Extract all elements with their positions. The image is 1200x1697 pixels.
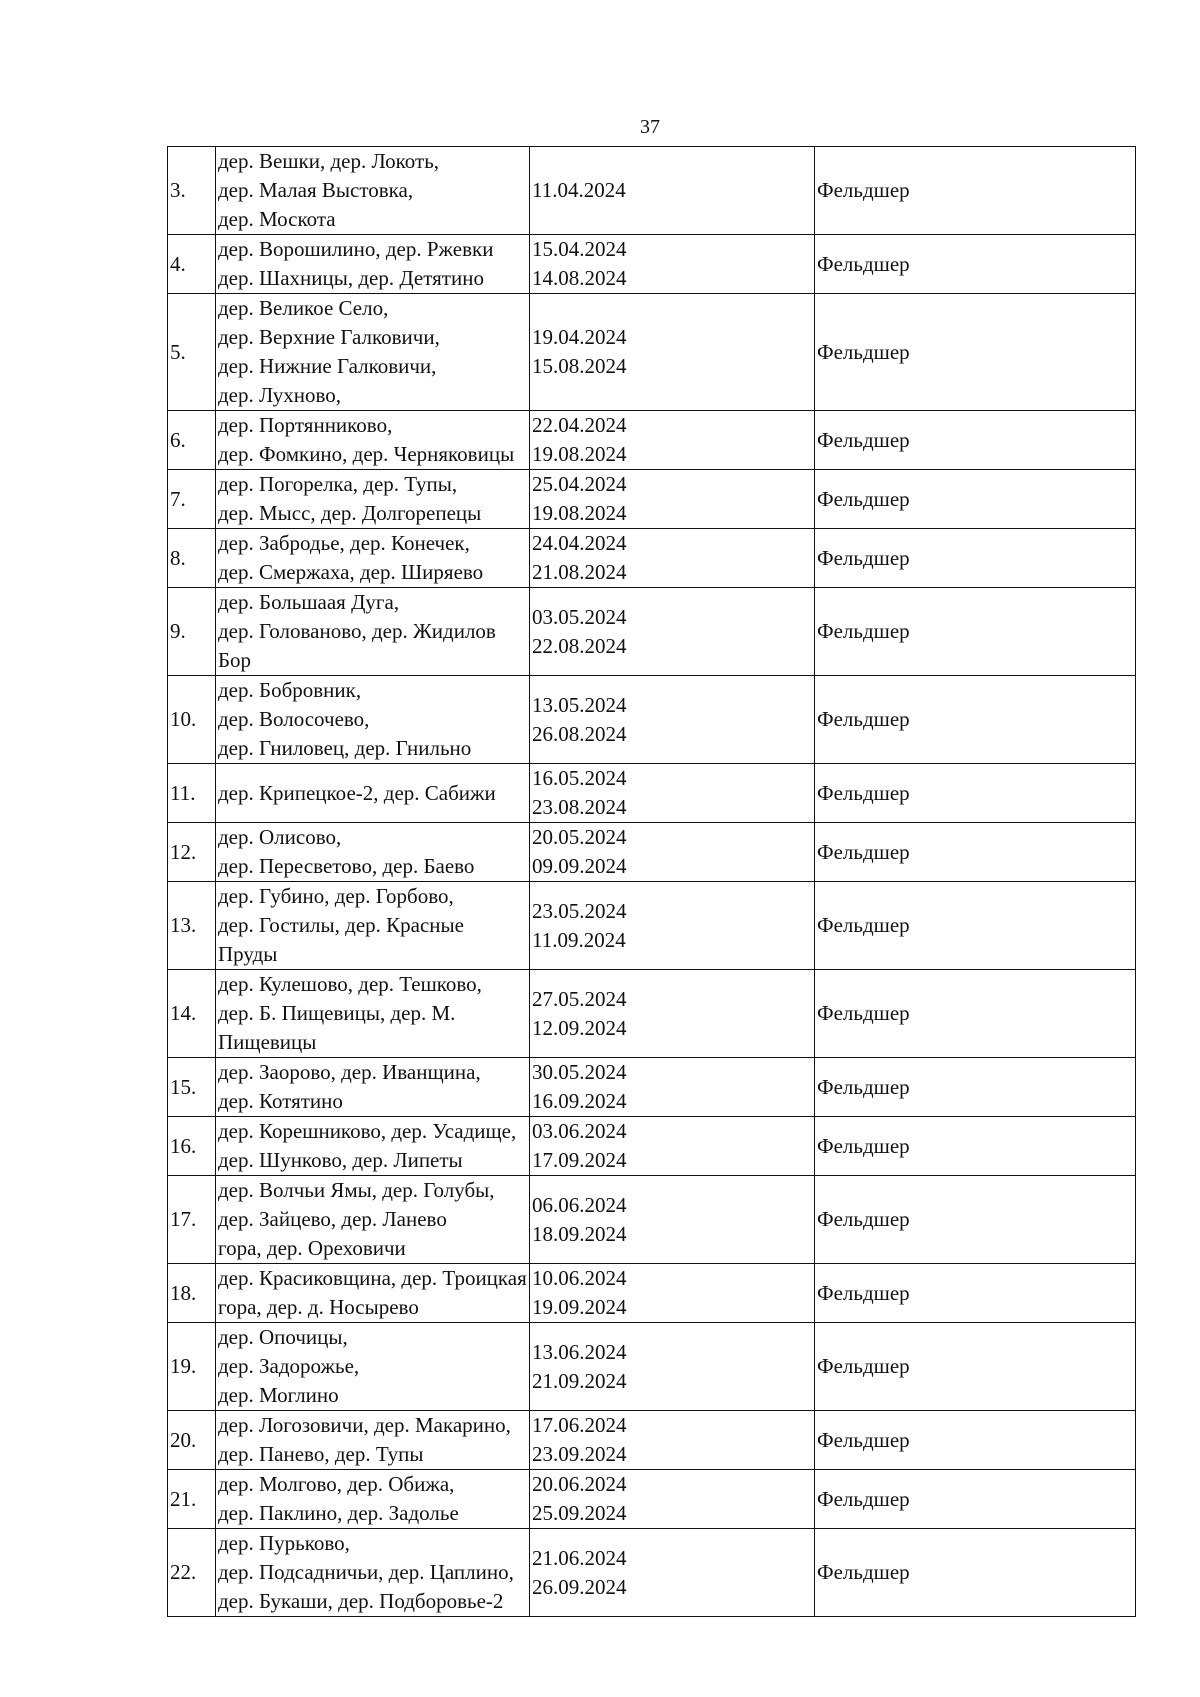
schedule-table (167, 146, 1136, 1617)
settlement-line: дер. Корешниково, дер. Усадище, (218, 1119, 517, 1143)
row-number-cell: 4. (168, 235, 216, 294)
visit-date: 21.06.2024 (532, 1545, 627, 1570)
visit-date: 19.04.2024 (532, 325, 627, 349)
row-number-cell: 9. (168, 588, 216, 676)
settlements-cell (216, 764, 530, 823)
row-number-cell: 20. (168, 1411, 216, 1470)
visit-date: 10.06.2024 (532, 1266, 627, 1290)
staff-role-cell: Фельдшер (815, 1411, 1136, 1470)
settlement-line: дер. Логозовичи, дер. Макарино, (218, 1413, 511, 1437)
visit-dates-cell (530, 1117, 815, 1176)
visit-dates-cell (530, 764, 815, 823)
settlement-line: дер. Верхние Галковичи, (218, 325, 440, 349)
settlements-cell (216, 1117, 530, 1176)
table-row (168, 1117, 1136, 1176)
row-number-cell: 15. (168, 1058, 216, 1117)
staff-role-cell: Фельдшер (815, 411, 1136, 470)
visit-date: 27.05.2024 (532, 986, 627, 1011)
table-row (168, 1323, 1136, 1411)
row-number-cell: 13. (168, 882, 216, 970)
settlements-cell (216, 1529, 530, 1617)
settlement-line: дер. Шунково, дер. Липеты (218, 1148, 463, 1172)
table-row (168, 676, 1136, 764)
visit-dates-cell (530, 470, 815, 529)
row-number-cell: 8. (168, 529, 216, 588)
table-row (168, 823, 1136, 882)
settlement-line: дер. Портянниково, (218, 413, 393, 437)
visit-date: 17.09.2024 (532, 1148, 627, 1172)
table-row (168, 764, 1136, 823)
settlement-line: дер. Волчьи Ямы, дер. Голубы, (218, 1178, 495, 1202)
settlement-line: дер. Букаши, дер. Подборовье-2 (218, 1589, 504, 1613)
settlement-line: дер. Подсадничьи, дер. Цаплино, (218, 1560, 514, 1584)
settlement-line: дер. Нижние Галковичи, (218, 354, 437, 378)
settlement-line: гора, дер. Ореховичи (218, 1236, 406, 1260)
settlements-cell (216, 676, 530, 764)
visit-date: 24.04.2024 (532, 531, 627, 555)
settlements-cell (216, 970, 530, 1058)
row-number-cell: 16. (168, 1117, 216, 1176)
staff-role-cell: Фельдшер (815, 1470, 1136, 1529)
visit-dates-cell (530, 970, 815, 1058)
settlement-line: дер. Забродье, дер. Конечек, (218, 531, 470, 555)
visit-date: 03.05.2024 (532, 604, 627, 629)
visit-date: 18.09.2024 (532, 1221, 627, 1246)
visit-dates-cell (530, 1323, 815, 1411)
table-row (168, 1470, 1136, 1529)
settlement-line: дер. Бобровник, (218, 678, 362, 702)
settlement-line: дер. Опочицы, (218, 1325, 348, 1349)
settlements-cell (216, 470, 530, 529)
settlement-line: дер. Котятино (218, 1089, 343, 1113)
visit-dates-cell (530, 1058, 815, 1117)
table-row (168, 147, 1136, 235)
staff-role-cell: Фельдшер (815, 764, 1136, 823)
staff-role-cell: Фельдшер (815, 882, 1136, 970)
settlement-line: дер. Гниловец, дер. Гнильно (218, 736, 472, 760)
staff-role-cell: Фельдшер (815, 470, 1136, 529)
settlement-line: дер. Мысс, дер. Долгорепецы (218, 501, 482, 525)
visit-date: 22.08.2024 (532, 633, 627, 658)
settlement-line: дер. Крипецкое-2, дер. Сабижи (218, 780, 496, 805)
settlements-cell (216, 1264, 530, 1323)
schedule-table-body (168, 147, 1136, 1617)
table-row (168, 882, 1136, 970)
visit-date: 15.04.2024 (532, 237, 627, 261)
settlement-line: дер. Б. Пищевицы, дер. М. (218, 1001, 456, 1025)
staff-role-cell: Фельдшер (815, 1117, 1136, 1176)
visit-dates-cell (530, 588, 815, 676)
settlement-line: дер. Кулешово, дер. Тешково, (218, 972, 482, 996)
row-number-cell: 5. (168, 294, 216, 411)
visit-date: 30.05.2024 (532, 1060, 627, 1084)
visit-date: 26.08.2024 (532, 721, 627, 746)
visit-date: 22.04.2024 (532, 413, 627, 437)
row-number-cell: 12. (168, 823, 216, 882)
visit-date: 03.06.2024 (532, 1119, 627, 1143)
row-number-cell: 11. (168, 764, 216, 823)
settlement-line: дер. Шахницы, дер. Детятино (218, 266, 484, 290)
staff-role-cell: Фельдшер (815, 235, 1136, 294)
visit-date: 19.08.2024 (532, 501, 627, 525)
visit-date: 20.06.2024 (532, 1472, 627, 1496)
visit-dates-cell (530, 1411, 815, 1470)
staff-role-cell: Фельдшер (815, 970, 1136, 1058)
settlements-cell (216, 882, 530, 970)
staff-role-cell: Фельдшер (815, 1176, 1136, 1264)
visit-dates-cell (530, 823, 815, 882)
staff-role-cell: Фельдшер (815, 294, 1136, 411)
visit-date: 21.09.2024 (532, 1368, 627, 1393)
visit-dates-cell (530, 1264, 815, 1323)
row-number-cell: 10. (168, 676, 216, 764)
visit-date: 16.05.2024 (532, 766, 627, 790)
settlement-line: дер. Волосочево, (218, 707, 370, 731)
settlement-line: дер. Заорово, дер. Иванщина, (218, 1060, 481, 1084)
table-row (168, 1176, 1136, 1264)
visit-date: 13.05.2024 (532, 692, 627, 717)
table-row (168, 588, 1136, 676)
visit-date: 17.06.2024 (532, 1413, 627, 1437)
row-number-cell: 17. (168, 1176, 216, 1264)
settlements-cell (216, 1058, 530, 1117)
visit-date: 25.04.2024 (532, 472, 627, 496)
visit-date: 11.09.2024 (532, 927, 626, 952)
visit-date: 19.09.2024 (532, 1295, 627, 1319)
visit-date: 12.09.2024 (532, 1015, 627, 1040)
table-row (168, 970, 1136, 1058)
visit-date: 06.06.2024 (532, 1192, 627, 1217)
table-row (168, 1264, 1136, 1323)
settlement-line: дер. Большаая Дуга, (218, 590, 400, 614)
visit-date: 15.08.2024 (532, 354, 627, 378)
settlement-line: дер. Гостилы, дер. Красные (218, 913, 464, 937)
table-row (168, 235, 1136, 294)
settlement-line: дер. Панево, дер. Тупы (218, 1442, 424, 1466)
table-row (168, 1058, 1136, 1117)
settlements-cell (216, 1470, 530, 1529)
settlement-line: дер. Пурьково, (218, 1531, 350, 1555)
settlements-cell (216, 1411, 530, 1470)
visit-date: 23.05.2024 (532, 898, 627, 923)
staff-role-cell: Фельдшер (815, 1323, 1136, 1411)
row-number-cell: 22. (168, 1529, 216, 1617)
settlement-line: дер. Моглино (218, 1383, 339, 1407)
staff-role-cell: Фельдшер (815, 1058, 1136, 1117)
settlement-line: дер. Молгово, дер. Обижа, (218, 1472, 455, 1496)
table-row (168, 294, 1136, 411)
visit-dates-cell (530, 411, 815, 470)
settlements-cell (216, 823, 530, 882)
table-row (168, 1411, 1136, 1470)
visit-date: 11.04.2024 (532, 178, 626, 202)
visit-dates-cell (530, 294, 815, 411)
table-row (168, 529, 1136, 588)
table-row (168, 411, 1136, 470)
settlement-line: дер. Красиковщина, дер. Троицкая (218, 1266, 527, 1290)
visit-date: 20.05.2024 (532, 825, 627, 849)
row-number-cell: 3. (168, 147, 216, 235)
settlement-line: дер. Великое Село, (218, 296, 389, 320)
settlement-line: дер. Задорожье, (218, 1354, 360, 1378)
settlements-cell (216, 147, 530, 235)
page-number: 37 (640, 116, 660, 138)
settlements-cell (216, 294, 530, 411)
settlement-line: дер. Смержаха, дер. Ширяево (218, 560, 484, 584)
visit-date: 09.09.2024 (532, 854, 627, 878)
visit-date: 26.09.2024 (532, 1574, 627, 1599)
visit-date: 13.06.2024 (532, 1339, 627, 1364)
visit-dates-cell (530, 1470, 815, 1529)
visit-date: 23.08.2024 (532, 795, 627, 819)
visit-date: 25.09.2024 (532, 1501, 627, 1525)
settlement-line: дер. Голованово, дер. Жидилов (218, 619, 496, 643)
visit-dates-cell (530, 147, 815, 235)
settlement-line: дер. Пересветово, дер. Баево (218, 854, 475, 878)
visit-dates-cell (530, 676, 815, 764)
visit-dates-cell (530, 235, 815, 294)
row-number-cell: 18. (168, 1264, 216, 1323)
settlement-line: дер. Паклино, дер. Задолье (218, 1501, 459, 1525)
visit-dates-cell (530, 529, 815, 588)
settlement-line: Пруды (218, 942, 278, 966)
settlements-cell (216, 235, 530, 294)
row-number-cell: 19. (168, 1323, 216, 1411)
settlement-line: дер. Зайцево, дер. Ланево (218, 1207, 447, 1231)
staff-role-cell: Фельдшер (815, 823, 1136, 882)
table-row (168, 1529, 1136, 1617)
table-row (168, 470, 1136, 529)
staff-role-cell: Фельдшер (815, 529, 1136, 588)
settlement-line: дер. Погорелка, дер. Тупы, (218, 472, 458, 496)
visit-date: 19.08.2024 (532, 442, 627, 466)
visit-date: 21.08.2024 (532, 560, 627, 584)
visit-dates-cell (530, 1529, 815, 1617)
settlements-cell (216, 588, 530, 676)
settlement-line: дер. Лухново, (218, 383, 341, 407)
settlements-cell (216, 1176, 530, 1264)
visit-date: 14.08.2024 (532, 266, 627, 290)
settlement-line: дер. Фомкино, дер. Черняковицы (218, 442, 515, 466)
row-number-cell: 7. (168, 470, 216, 529)
settlement-line: Пищевицы (218, 1030, 317, 1054)
settlement-line: дер. Вешки, дер. Локоть, (218, 149, 440, 173)
row-number-cell: 14. (168, 970, 216, 1058)
visit-dates-cell (530, 882, 815, 970)
staff-role-cell: Фельдшер (815, 1264, 1136, 1323)
settlement-line: дер. Москота (218, 207, 336, 231)
settlement-line: гора, дер. д. Носырево (218, 1295, 419, 1319)
staff-role-cell: Фельдшер (815, 1529, 1136, 1617)
visit-dates-cell (530, 1176, 815, 1264)
row-number-cell: 6. (168, 411, 216, 470)
settlement-line: дер. Малая Выстовка, (218, 178, 414, 202)
settlement-line: дер. Ворошилино, дер. Ржевки (218, 237, 494, 261)
settlement-line: дер. Губино, дер. Горбово, (218, 884, 454, 908)
settlement-line: Бор (218, 648, 252, 672)
settlements-cell (216, 411, 530, 470)
visit-date: 16.09.2024 (532, 1089, 627, 1113)
settlements-cell (216, 1323, 530, 1411)
staff-role-cell: Фельдшер (815, 147, 1136, 235)
settlement-line: дер. Олисово, (218, 825, 342, 849)
row-number-cell: 21. (168, 1470, 216, 1529)
visit-date: 23.09.2024 (532, 1442, 627, 1466)
staff-role-cell: Фельдшер (815, 588, 1136, 676)
staff-role-cell: Фельдшер (815, 676, 1136, 764)
settlements-cell (216, 529, 530, 588)
